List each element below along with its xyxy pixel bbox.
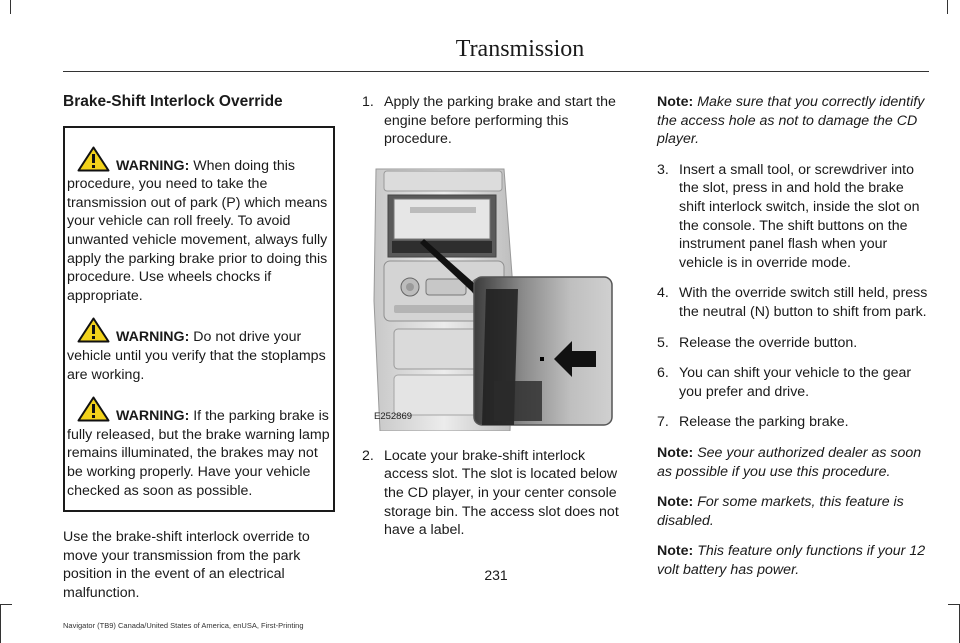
step-text: With the override switch still held, press the neutral (N) button to shift from park.: [679, 285, 928, 320]
step-item: [362, 93, 632, 149]
step-number: 2.: [362, 447, 374, 464]
step-number: 5.: [657, 334, 669, 351]
middle-column: [362, 93, 632, 552]
warning-box: [63, 126, 335, 513]
note-text: For some markets, this feature is disabled.: [657, 494, 904, 529]
warning-text: When doing this procedure, you need to take the transmission out of park (P) which means your vehicle can roll freely. To avoid unwanted vehicle movement, always fully apply the parking brake prior to doing this procedure. Use wheels chocks if appropriate.: [67, 157, 328, 304]
step-item: [362, 447, 632, 540]
step-text: You can shift your vehicle to the gear you prefer and drive.: [679, 365, 912, 400]
step-number: 1.: [362, 94, 374, 110]
step-number: 7.: [657, 414, 669, 431]
step-text: Release the override button.: [679, 334, 858, 351]
console-illustration-graphic: [364, 161, 626, 431]
warning-label: WARNING:: [116, 408, 190, 425]
step-item: [657, 364, 929, 401]
step-number: 4.: [657, 285, 669, 302]
note-text: This feature only functions if your 12 volt battery has power.: [657, 543, 926, 578]
warning-2: [67, 317, 331, 384]
warning-triangle-icon: [77, 146, 110, 172]
crop-mark: [948, 604, 960, 605]
step-item: [657, 413, 929, 432]
crop-mark: [10, 0, 11, 14]
warning-1: [67, 146, 331, 306]
note-label: Note:: [657, 444, 694, 461]
figure-id: E252869: [374, 411, 413, 423]
warning-label: WARNING:: [116, 157, 190, 174]
page-number: 231: [484, 567, 508, 583]
warning-triangle-icon: [77, 396, 110, 422]
crop-mark: [947, 0, 948, 14]
console-illustration: [364, 161, 626, 431]
note-label: Note:: [657, 494, 694, 511]
warning-triangle-icon: [77, 317, 110, 343]
warning-text: If the parking brake is fully released, but the brake warning lamp remains illuminated, the brakes may not be working properly. Have your vehicle checked as soon as possible.: [67, 408, 330, 499]
left-column: [63, 93, 335, 614]
note-label: Note:: [657, 543, 694, 560]
note-label: Note:: [657, 94, 694, 110]
step-text: Locate your brake-shift interlock access slot. The slot is located below the CD player, in your center console storage bin. The access slot does not have a label.: [384, 447, 619, 539]
crop-mark: [0, 604, 12, 605]
note-text: See your authorized dealer as soon as possible if you use this procedure.: [657, 444, 922, 480]
section-heading: Brake-Shift Interlock Override: [63, 93, 283, 110]
header-divider: [63, 71, 929, 72]
note: [657, 493, 929, 530]
crop-mark: [0, 604, 1, 643]
step-number: 3.: [657, 161, 669, 178]
note: [657, 93, 929, 149]
footer-text: Navigator (TB9) Canada/United States of America, enUSA, First-Printing: [63, 621, 304, 630]
warning-label: WARNING:: [116, 329, 190, 346]
warning-text: Do not drive your vehicle until you verify that the stoplamps are working.: [67, 329, 326, 383]
step-text: Apply the parking brake and start the engine before performing this procedure.: [384, 94, 616, 148]
step-text: Insert a small tool, or screwdriver into the slot, press in and hold the brake shift interlock switch, inside the slot on the console. The shift buttons on the instrument panel flash when your vehicle is in override mode.: [679, 161, 920, 271]
step-item: [657, 161, 929, 273]
note: [657, 444, 929, 481]
warning-3: [67, 396, 331, 500]
step-number: 6.: [657, 365, 669, 382]
step-item: [657, 334, 929, 353]
step-text: Release the parking brake.: [679, 414, 849, 431]
page-title: Transmission: [455, 36, 585, 62]
intro-paragraph: Use the brake-shift interlock override to move your transmission from the park position in the event of an electrical malfunction.: [63, 529, 310, 601]
step-item: [657, 284, 929, 321]
note-text: Make sure that you correctly identify the access hole as not to damage the CD player.: [657, 94, 925, 148]
right-column: [657, 93, 929, 591]
